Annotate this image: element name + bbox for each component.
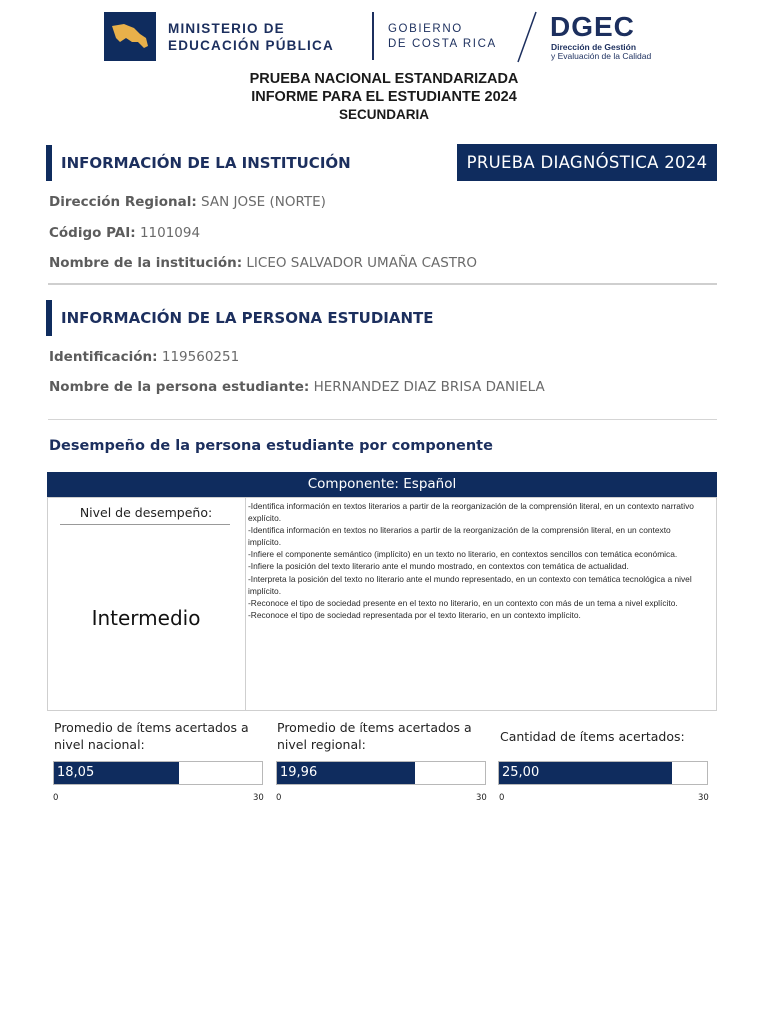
axis-min-tick: 0 — [499, 793, 505, 803]
correct-items-bar — [498, 761, 708, 785]
national-average-bar — [53, 761, 263, 785]
descriptor-item: -Reconoce el tipo de sociedad representada por el texto literario, en un contexto implícito. — [248, 609, 581, 620]
government-name: GOBIERNO DE COSTA RICA — [388, 23, 497, 50]
component-divider — [245, 497, 246, 711]
level-value: Intermedio — [91, 606, 201, 630]
regional-average-bar — [276, 761, 486, 785]
divider — [48, 419, 717, 420]
axis-min-tick: 0 — [276, 793, 282, 803]
divider — [48, 283, 717, 285]
section-marker — [46, 145, 52, 181]
descriptor-item: -Infiere la posición del texto literario ante el mundo mostrado, en contextos con temática de actualidad. — [248, 561, 629, 572]
axis-max-tick: 30 — [476, 793, 487, 803]
axis-max-tick: 30 — [698, 793, 709, 803]
regional-average-label: Promedio de ítems acertados a nivel regional: — [277, 720, 472, 752]
diagnostic-badge: PRUEBA DIAGNÓSTICA 2024 — [457, 144, 717, 181]
dgec-logo: DGEC — [550, 11, 635, 42]
report-title: PRUEBA NACIONAL ESTANDARIZADA — [249, 71, 519, 87]
costa-rica-map-icon — [104, 12, 156, 61]
institution-name-field: Nombre de la institución: LICEO SALVADOR UMAÑA CASTRO — [49, 255, 478, 271]
report-level: SECUNDARIA — [338, 107, 429, 122]
dgec-subtitle: Dirección de Gestión y Evaluación de la Calidad — [551, 42, 652, 61]
descriptor-item: -Identifica información en textos no literarios a partir de la reorganización de la comprensión literal, en un contexto implícito. — [248, 525, 671, 548]
descriptor-item: -Infiere el componente semántico (implícito) en un texto no literario, en contextos sencillos con temática económica. — [248, 549, 678, 560]
performance-title: Desempeño de la persona estudiante por componente — [49, 438, 493, 454]
header-separator — [372, 12, 374, 60]
correct-items-label: Cantidad de ítems acertados: — [500, 729, 685, 744]
ministry-name: MINISTERIO DE EDUCACIÓN PÚBLICA — [168, 21, 334, 53]
student-section-title: INFORMACIÓN DE LA PERSONA ESTUDIANTE — [61, 309, 434, 327]
level-descriptors — [248, 500, 706, 621]
level-underline — [60, 524, 230, 525]
header-slash — [516, 10, 540, 68]
descriptor-item: -Interpreta la posición del texto no literario ante el mundo representado, en un contexto con temática tecnológica a nivel implícito. — [248, 573, 692, 596]
level-label: Nivel de desempeño: — [79, 505, 213, 520]
institution-section-title: INFORMACIÓN DE LA INSTITUCIÓN — [61, 154, 351, 172]
bar-value: 25,00 — [502, 765, 540, 780]
national-average-label: Promedio de ítems acertados a nivel nacional: — [54, 720, 249, 752]
descriptor-item: -Reconoce el tipo de sociedad presente en el texto no literario, en un contexto con más de un tema a nivel explícito. — [248, 597, 678, 608]
axis-min-tick: 0 — [53, 793, 59, 803]
mep-logo — [104, 12, 156, 61]
descriptor-item: -Identifica información en textos literarios a partir de la reorganización de la comprensión literal, en un contexto narrativo explícito. — [248, 501, 694, 524]
component-header: Componente: Español — [47, 472, 717, 497]
student-name-field: Nombre de la persona estudiante: HERNANDEZ DIAZ BRISA DANIELA — [49, 379, 545, 395]
bar-value: 18,05 — [57, 765, 95, 780]
report-titles — [0, 70, 768, 124]
section-marker — [46, 300, 52, 336]
report-subtitle: INFORME PARA EL ESTUDIANTE 2024 — [251, 89, 517, 105]
axis-max-tick: 30 — [253, 793, 264, 803]
regional-field: Dirección Regional: SAN JOSE (NORTE) — [49, 194, 326, 210]
pai-code-field: Código PAI: 1101094 — [49, 225, 201, 241]
bar-value: 19,96 — [280, 765, 318, 780]
student-id-field: Identificación: 119560251 — [49, 349, 240, 365]
